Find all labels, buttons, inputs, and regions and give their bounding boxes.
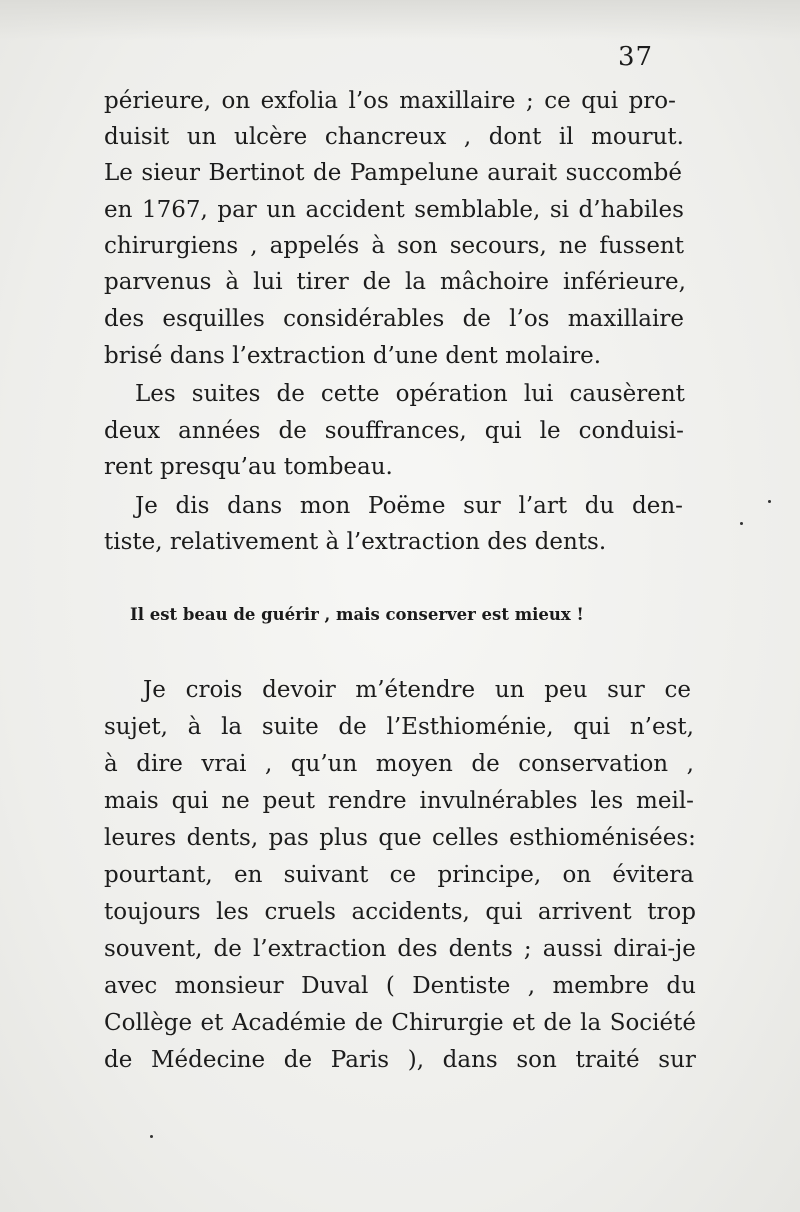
text-line: souvent, de l’extraction des dents ; aussi dirai-je [104, 936, 696, 962]
text-line: des esquilles considérables de l’os maxillaire [104, 306, 684, 332]
text-line: mais qui ne peut rendre invulnérables les meil- [104, 788, 694, 814]
verse-quotation: Il est beau de guérir , mais conserver est mieux ! [130, 605, 584, 624]
text-line: Je crois devoir m’étendre un peu sur ce [143, 677, 691, 703]
page-edge-shadow [0, 0, 800, 40]
text-line: Les suites de cette opération lui causèrent [135, 381, 685, 407]
text-line: deux années de souffrances, qui le conduisi- [104, 418, 684, 444]
text-line: en 1767, par un accident semblable, si d’habiles [104, 197, 684, 223]
text-line: leures dents, pas plus que celles esthioménisées: [104, 825, 696, 851]
text-line: chirurgiens , appelés à son secours, ne fussent [104, 233, 684, 259]
text-line: duisit un ulcère chancreux , dont il mourut. [104, 124, 684, 150]
text-line: de Médecine de Paris ), dans son traité sur [104, 1047, 696, 1073]
text-line: tiste, relativement à l’extraction des dents. [104, 529, 607, 555]
ink-speck [768, 500, 771, 503]
text-line: à dire vrai , qu’un moyen de conservation , [104, 751, 694, 777]
ink-speck [740, 522, 743, 525]
text-line: Je dis dans mon Poëme sur l’art du den- [135, 493, 683, 519]
page-number: 37 [618, 42, 654, 72]
text-line: brisé dans l’extraction d’une dent molaire. [104, 343, 602, 369]
text-line: périeure, on exfolia l’os maxillaire ; ce qui pro- [104, 88, 676, 114]
text-line: Collège et Académie de Chirurgie et de la Société [104, 1010, 696, 1036]
text-line: sujet, à la suite de l’Esthioménie, qui n’est, [104, 714, 694, 740]
ink-speck [150, 1135, 153, 1138]
text-line: avec monsieur Duval ( Dentiste , membre du [104, 973, 696, 999]
text-line: Le sieur Bertinot de Pampelune aurait succombé [104, 160, 682, 186]
text-line: toujours les cruels accidents, qui arrivent trop [104, 899, 696, 925]
text-line: rent presqu’au tombeau. [104, 454, 393, 480]
text-line: parvenus à lui tirer de la mâchoire inférieure, [104, 269, 686, 295]
text-line: pourtant, en suivant ce principe, on évitera [104, 862, 694, 888]
